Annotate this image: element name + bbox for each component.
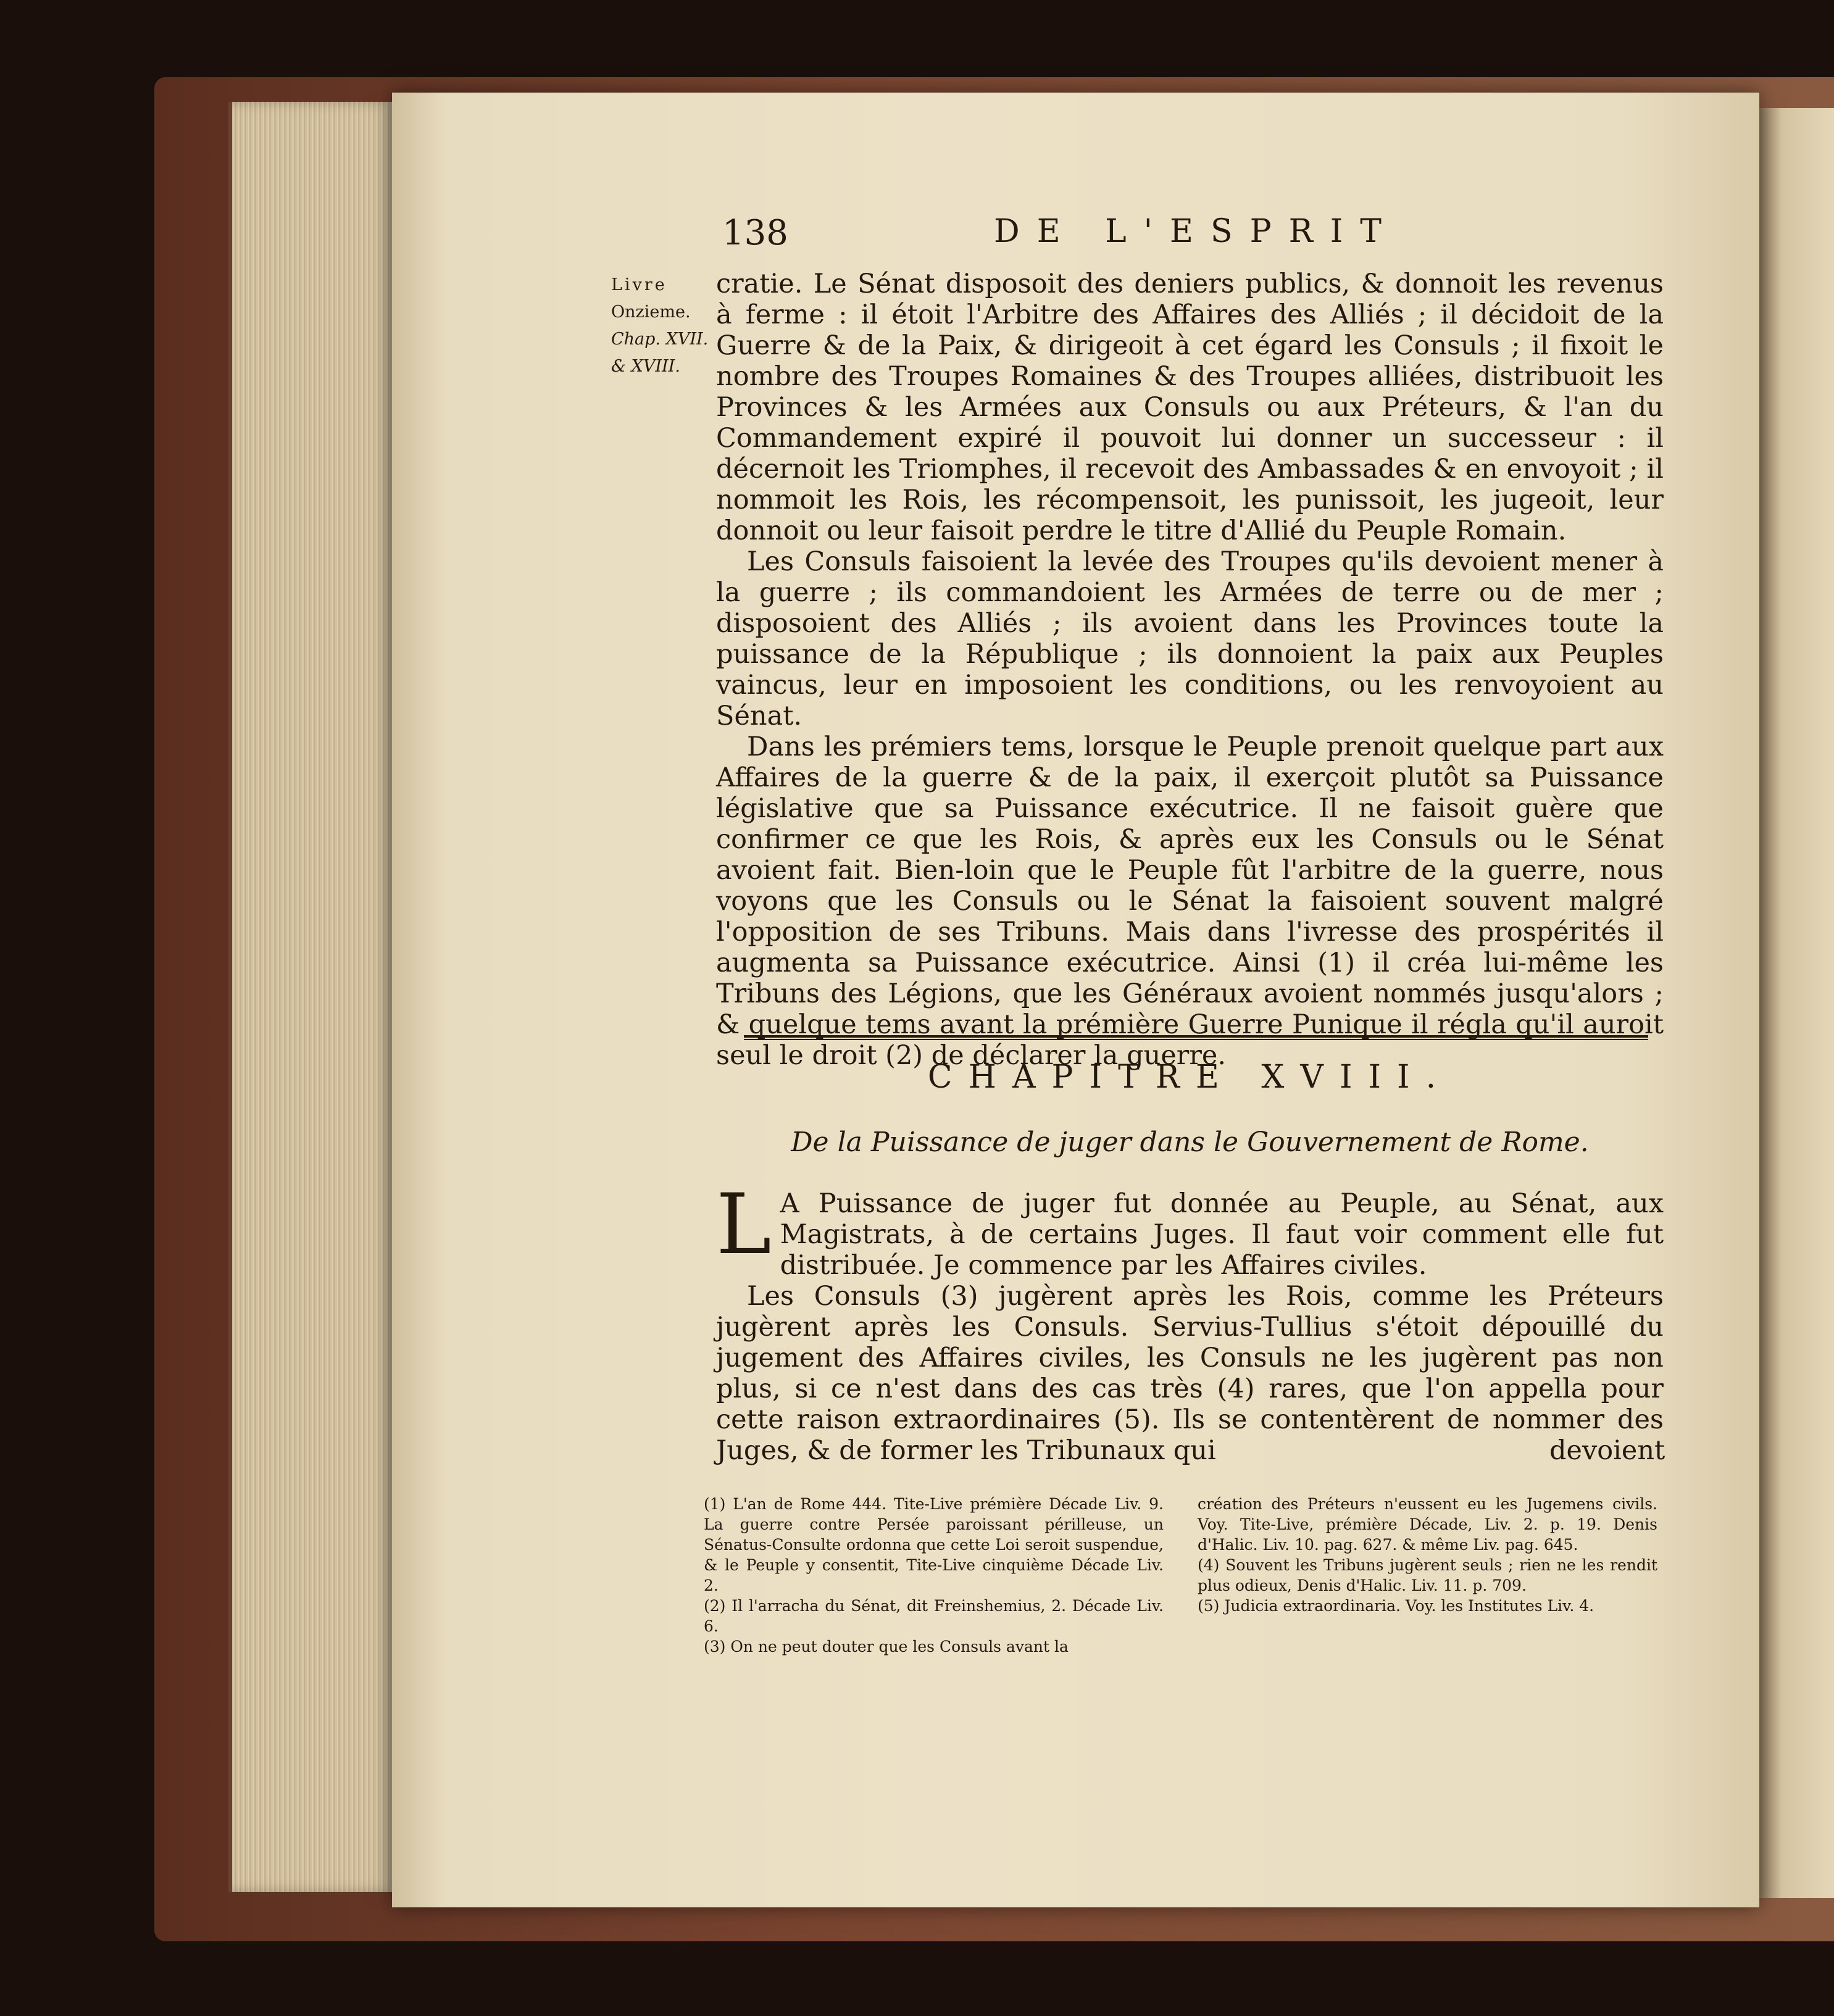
page-edges	[228, 102, 396, 1892]
catchword: devoient	[1549, 1435, 1665, 1466]
paragraph: cratie. Le Sénat disposoit des deniers publics, & donnoit les revenus à ferme : il étoit l'Arbitre des Affaires des Alliés ; il décidoit de la Guerre & de la Paix, & dirigeoit à cet égard les Consuls ; il fixoit le nombre des Troupes Romaines & des Troupes alliées, distribuoit les Provinces & les Armées aux Consuls ou aux Préteurs, & l'an du Commandement expiré il pouvoit lui donner un successeur : il décernoit les Triomphes, il recevoit des Ambassades & en envoyoit ; il nommoit les Rois, les récompensoit, les punissoit, les jugeoit, leur donnoit ou leur faisoit perdre le titre d'Allié du Peuple Romain.	[716, 269, 1664, 546]
paragraph: Les Consuls (3) jugèrent après les Rois, comme les Préteurs jugèrent après les Consuls. Servius-Tullius s'étoit dépouillé du jugement des Affaires civiles, les Consuls ne les jugèrent pas non plus, si ce n'est dans des cas très (4) rares, que l'on appella pour cette raison extraordinaires (5). Ils se contentèrent de nommer des Juges, & de former les Tribunaux qui	[716, 1281, 1664, 1466]
page-number: 138	[722, 213, 788, 253]
footnotes-left-column	[704, 1494, 1164, 1657]
chapter-title: CHAPITRE XVIII.	[927, 1059, 1453, 1096]
margin-note-line: & XVIII.	[611, 357, 680, 376]
previous-chapter-text	[716, 269, 1664, 1071]
margin-note	[611, 272, 710, 380]
chapter-text	[716, 1176, 1664, 1466]
section-rule	[744, 1035, 1648, 1040]
margin-note-line: Chap. XVII.	[611, 330, 709, 349]
footnote: (1) L'an de Rome 444. Tite-Live prémière Décade Liv. 9. La guerre contre Persée paroissant périlleuse, un Sénatus-Consulte ordonna que cette Loi seroit suspendue, & le Peuple y consentit, Tite-Live cinquième Décade Liv. 2.	[704, 1495, 1164, 1594]
facing-page-edge	[1759, 108, 1834, 1898]
drop-cap: L	[716, 1176, 772, 1273]
paragraph: Les Consuls faisoient la levée des Troupes qu'ils devoient mener à la guerre ; ils commandoient les Armées de terre ou de mer ; disposoient des Alliés ; ils avoient dans les Provinces toute la puissance de la République ; ils donnoient la paix aux Peuples vaincus, leur en imposoient les conditions, ou les renvoyoient au Sénat.	[716, 546, 1664, 731]
running-head	[0, 213, 1834, 256]
footnotes-right-column	[1198, 1494, 1657, 1616]
footnote: (3) On ne peut douter que les Consuls avant la	[704, 1638, 1069, 1656]
chapter-subtitle: De la Puissance de juger dans le Gouvernement de Rome.	[791, 1127, 1589, 1158]
paragraph: Dans les prémiers tems, lorsque le Peuple prenoit quelque part aux Affaires de la guerre & de la paix, il exerçoit plutôt sa Puissance législative que sa Puissance exécutrice. Il ne faisoit guère que confirmer ce que les Rois, & après eux les Consuls ou le Sénat avoient fait. Bien-loin que le Peuple fût l'arbitre de la guerre, nous voyons que les Consuls ou le Sénat la faisoient souvent malgré l'opposition de ses Tribuns. Mais dans l'ivresse des prospérités il augmenta sa Puissance exécutrice. Ainsi (1) il créa lui-même les Tribuns des Légions, que les Généraux avoient nommés jusqu'alors ; & quelque tems avant la prémière Guerre Punique il régla qu'il auroit seul le droit (2) de déclarer la guerre.	[716, 731, 1664, 1071]
footnote: (4) Souvent les Tribuns jugèrent seuls ; rien ne les rendit plus odieux, Denis d'Halic. Liv. 11. p. 709.	[1198, 1556, 1657, 1594]
paragraph	[716, 1176, 1664, 1281]
footnote: (5) Judicia extraordinaria. Voy. les Institutes Liv. 4.	[1198, 1597, 1594, 1615]
paragraph-text: A Puissance de juger fut donnée au Peuple, au Sénat, aux Magistrats, à de certains Juges. Il faut voir comment elle fut distribuée. Je commence par les Affaires civiles.	[780, 1188, 1664, 1281]
footnote: (2) Il l'arracha du Sénat, dit Freinshemius, 2. Décade Liv. 6.	[704, 1597, 1164, 1635]
margin-note-line: Onzieme.	[611, 302, 691, 322]
footnotes	[704, 1494, 1657, 1667]
margin-note-line: Livre	[611, 275, 667, 294]
footnote: création des Préteurs n'eussent eu les Jugemens civils. Voy. Tite-Live, prémière Décade, Liv. 2. p. 19. Denis d'Halic. Liv. 10. pag. 627. & même Liv. pag. 645.	[1198, 1495, 1657, 1554]
running-title: DE L'ESPRIT	[994, 213, 1399, 250]
